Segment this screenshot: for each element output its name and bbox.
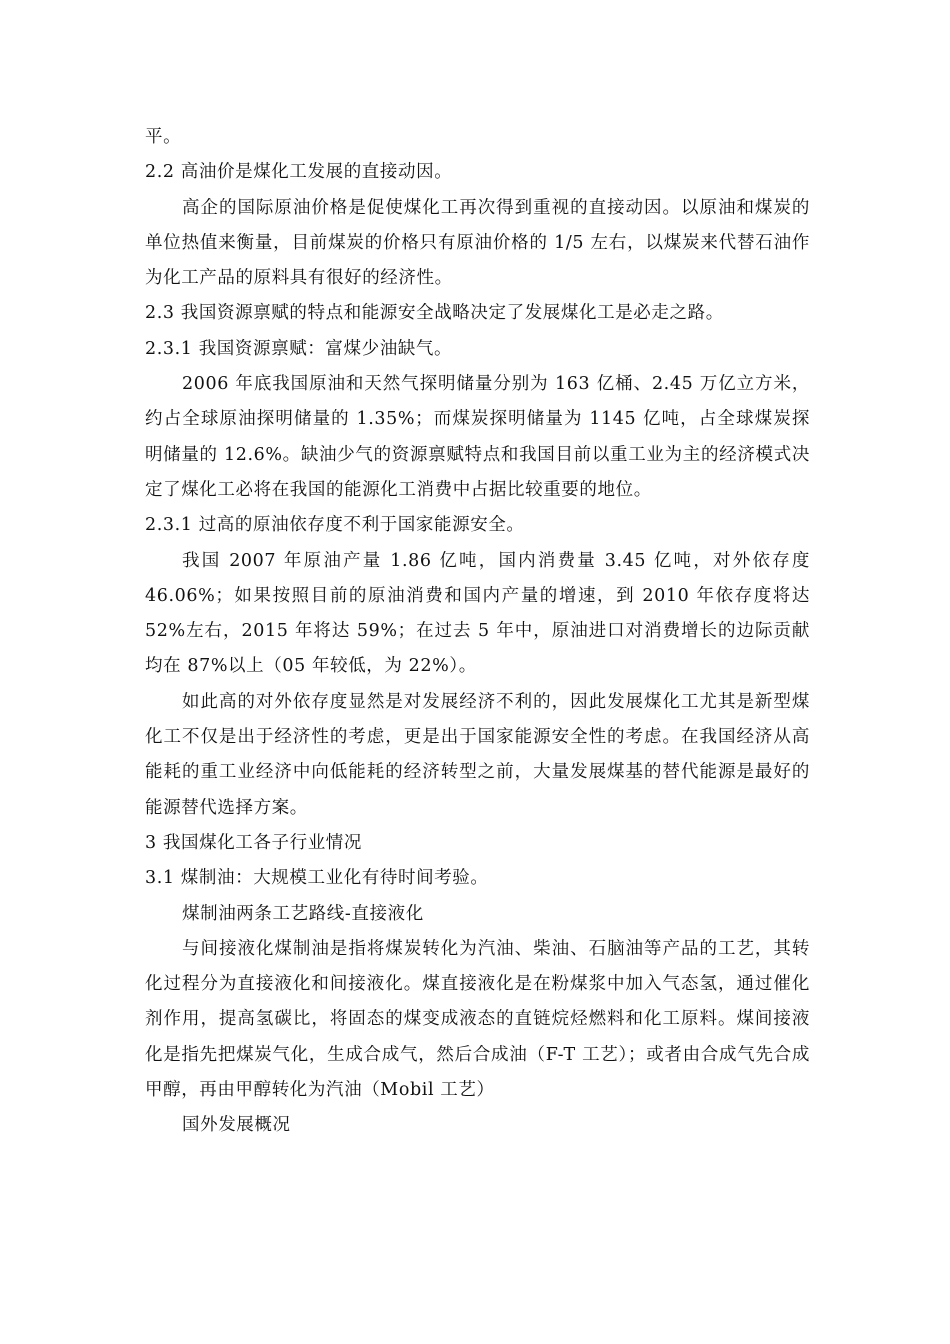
document-body — [145, 120, 810, 1144]
section-heading-2-2: 2.2 高油价是煤化工发展的直接动因。 — [145, 162, 453, 183]
paragraph-liquefaction-detail: 与间接液化煤制油是指将煤炭转化为汽油、柴油、石脑油等产品的工艺，其转化过程分为直接液化和间接液化。煤直接液化是在粉煤浆中加入气态氢，通过催化剂作用，提高氢碳比，将固态的煤变成液态的直链烷烃燃料和化工原料。煤间接液化是指先把煤炭气化，生成合成气，然后合成油（F-T 工艺）；或者由合成气先合成甲醇，再由甲醇转化为汽油（Mobil 工艺） — [145, 938, 810, 1101]
section-heading-3-1: 3.1 煤制油：大规模工业化有待时间考验。 — [145, 868, 489, 889]
section-heading-3: 3 我国煤化工各子行业情况 — [145, 832, 362, 853]
section-heading-2-3: 2.3 我国资源禀赋的特点和能源安全战略决定了发展煤化工是必走之路。 — [145, 303, 724, 324]
paragraph-reserves: 2006 年底我国原油和天然气探明储量分别为 163 亿桶、2.45 万亿立方米，约占全球原油探明储量的 1.35%；而煤炭探明储量为 1145 亿吨，占全球煤炭探明储量的 12.6%。缺油少气的资源禀赋特点和我国目前以重工业为主的经济模式决定了煤化工必将在我国的能源化工消费中占据比较重要的地位。 — [145, 374, 810, 500]
paragraph-crude-dependency: 我国 2007 年原油产量 1.86 亿吨，国内消费量 3.45 亿吨，对外依存度 46.06%；如果按照目前的原油消费和国内产量的增速，到 2010 年依存度将达 52%左右，2015 年将达 59%；在过去 5 年中，原油进口对消费增长的边际贡献均在 87%以上（05 年较低，为 22%）。 — [145, 550, 810, 677]
section-heading-2-3-1-resources: 2.3.1 我国资源禀赋：富煤少油缺气。 — [145, 338, 453, 359]
section-heading-2-3-1-dependency: 2.3.1 过高的原油依存度不利于国家能源安全。 — [145, 515, 525, 536]
paragraph-oil-price: 高企的国际原油价格是促使煤化工再次得到重视的直接动因。以原油和煤炭的单位热值来衡量，目前煤炭的价格只有原油价格的 1/5 左右，以煤炭来代替石油作为化工产品的原料具有很好的经济性。 — [145, 197, 810, 289]
paragraph-liquefaction-routes: 煤制油两条工艺路线-直接液化 — [182, 903, 424, 924]
paragraph-foreign-development: 国外发展概况 — [182, 1115, 291, 1136]
text-line-continuation: 平。 — [145, 127, 182, 147]
paragraph-energy-security: 如此高的对外依存度显然是对发展经济不利的，因此发展煤化工尤其是新型煤化工不仅是出于经济性的考虑，更是出于国家能源安全性的考虑。在我国经济从高能耗的重工业经济中向低能耗的经济转型之前，大量发展煤基的替代能源是最好的能源替代选择方案。 — [145, 691, 810, 818]
